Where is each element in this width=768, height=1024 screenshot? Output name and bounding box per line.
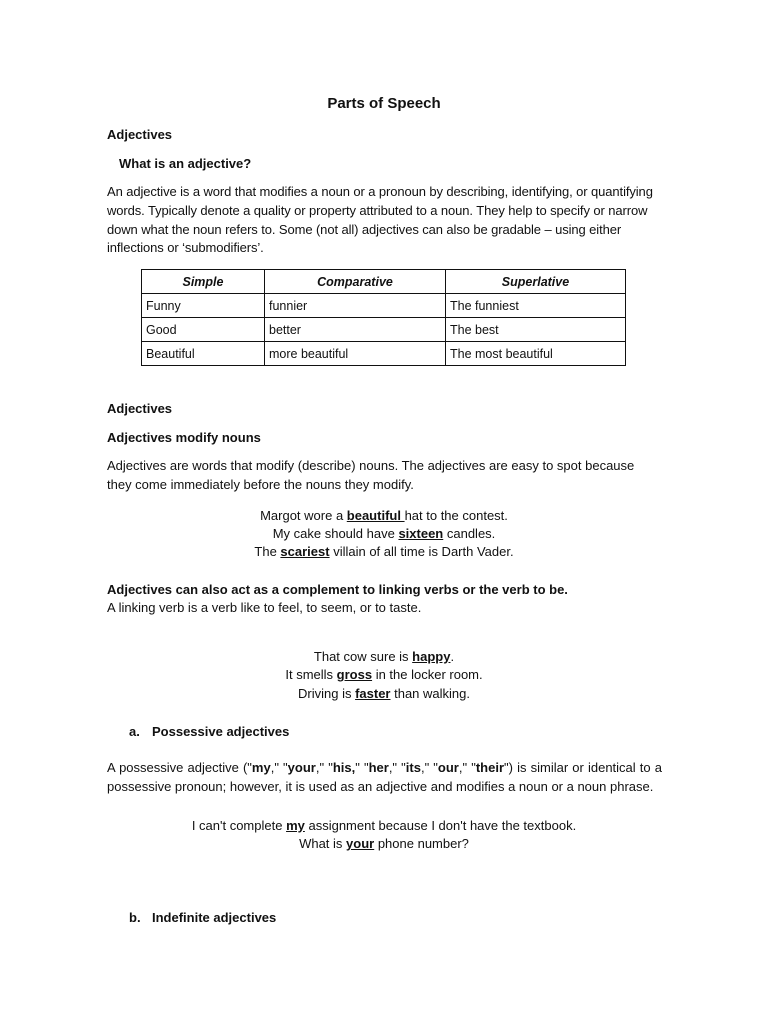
text: ") is similar or identical to a possessive pronoun; however, it is used as an adjective and modifies a noun or a noun phrase. <box>107 760 662 794</box>
example-text: The <box>254 544 281 559</box>
table-row <box>142 318 626 342</box>
possessive-word: its <box>405 760 421 775</box>
table-cell: Beautiful <box>142 342 265 366</box>
example-text: What is <box>299 836 347 851</box>
example-sentence <box>0 506 768 525</box>
example-adjective: happy <box>412 649 451 664</box>
text: ," " <box>388 760 406 775</box>
possessive-paragraph <box>107 759 662 797</box>
subheading-what-is-adjective: What is an adjective? <box>119 156 252 171</box>
example-adjective: faster <box>355 686 391 701</box>
definition-paragraph: An adjective is a word that modifies a noun or a pronoun by describing, identifying, or quantifying words. Typically denote a quality or property attributed to a noun. They help to specify or narrow down what the noun refers to. Some (not all) adjectives can also be gradable – using either inflections or ‘submodifiers’. <box>107 184 653 256</box>
text: ," " <box>458 760 476 775</box>
example-text: It smells <box>285 667 337 682</box>
example-text: villain of all time is Darth Vader. <box>329 544 514 559</box>
example-adjective: scariest <box>280 544 330 559</box>
table-cell: more beautiful <box>265 342 446 366</box>
section-heading-adjectives: Adjectives <box>107 127 173 142</box>
table-cell: The best <box>446 318 626 342</box>
page-title: Parts of Speech <box>327 95 441 112</box>
possessive-word: his, <box>332 760 356 775</box>
example-text: Driving is <box>298 686 356 701</box>
section-heading-adjectives-2: Adjectives <box>107 401 173 416</box>
example-sentence <box>0 684 768 703</box>
possessive-word: their <box>475 760 505 775</box>
example-sentence <box>0 524 768 543</box>
example-text: My cake should have <box>272 526 399 541</box>
example-sentence <box>0 834 768 853</box>
table-cell: The most beautiful <box>446 342 626 366</box>
text: ," " <box>420 760 438 775</box>
example-adjective: your <box>346 836 375 851</box>
table-row <box>142 294 626 318</box>
example-sentence <box>0 542 768 561</box>
possessive-word: our <box>437 760 459 775</box>
example-text: That cow sure is <box>313 649 413 664</box>
indefinite-adjectives-heading: Indefinite adjectives <box>152 910 277 925</box>
list-marker-a: a. <box>129 724 140 739</box>
table-header-row <box>142 270 626 294</box>
table-header-cell: Simple <box>142 270 265 294</box>
example-text: I can't complete <box>191 818 287 833</box>
subheading-modify-nouns: Adjectives modify nouns <box>107 430 261 445</box>
example-text: in the locker room. <box>372 667 483 682</box>
text: A possessive adjective (" <box>107 760 252 775</box>
example-text: than walking. <box>390 686 470 701</box>
example-text: candles. <box>443 526 496 541</box>
table-cell: The funniest <box>446 294 626 318</box>
table-row <box>142 342 626 366</box>
example-sentence <box>0 647 768 666</box>
table-header-cell: Comparative <box>265 270 446 294</box>
possessive-word: my <box>251 760 271 775</box>
modify-nouns-paragraph: Adjectives are words that modify (describe) nouns. The adjectives are easy to spot because they come immediately before the nouns they modify. <box>107 458 635 492</box>
example-adjective: sixteen <box>398 526 444 541</box>
text: " " <box>355 760 369 775</box>
text: ," " <box>270 760 288 775</box>
example-text: assignment because I don't have the textbook. <box>304 818 577 833</box>
possessive-word: her <box>368 760 389 775</box>
possessive-adjectives-heading: Possessive adjectives <box>152 724 290 739</box>
table-cell: better <box>265 318 446 342</box>
example-text: . <box>450 649 455 664</box>
example-adjective: beautiful <box>346 508 405 523</box>
example-text: Margot wore a <box>260 508 347 523</box>
linking-verb-line: A linking verb is a verb like to feel, to seem, or to taste. <box>107 600 422 615</box>
possessive-word: your <box>287 760 316 775</box>
example-text: hat to the contest. <box>404 508 508 523</box>
text: ," " <box>315 760 333 775</box>
example-sentence <box>0 816 768 835</box>
table-cell: Funny <box>142 294 265 318</box>
complement-heading: Adjectives can also act as a complement to linking verbs or the verb to be. <box>107 582 568 597</box>
example-adjective: my <box>286 818 305 833</box>
adjective-degrees-table <box>141 269 626 366</box>
example-text: phone number? <box>374 836 469 851</box>
list-marker-b: b. <box>129 910 141 925</box>
example-sentence <box>0 665 768 684</box>
table-cell: funnier <box>265 294 446 318</box>
table-cell: Good <box>142 318 265 342</box>
example-adjective: gross <box>336 667 373 682</box>
table-header-cell: Superlative <box>446 270 626 294</box>
